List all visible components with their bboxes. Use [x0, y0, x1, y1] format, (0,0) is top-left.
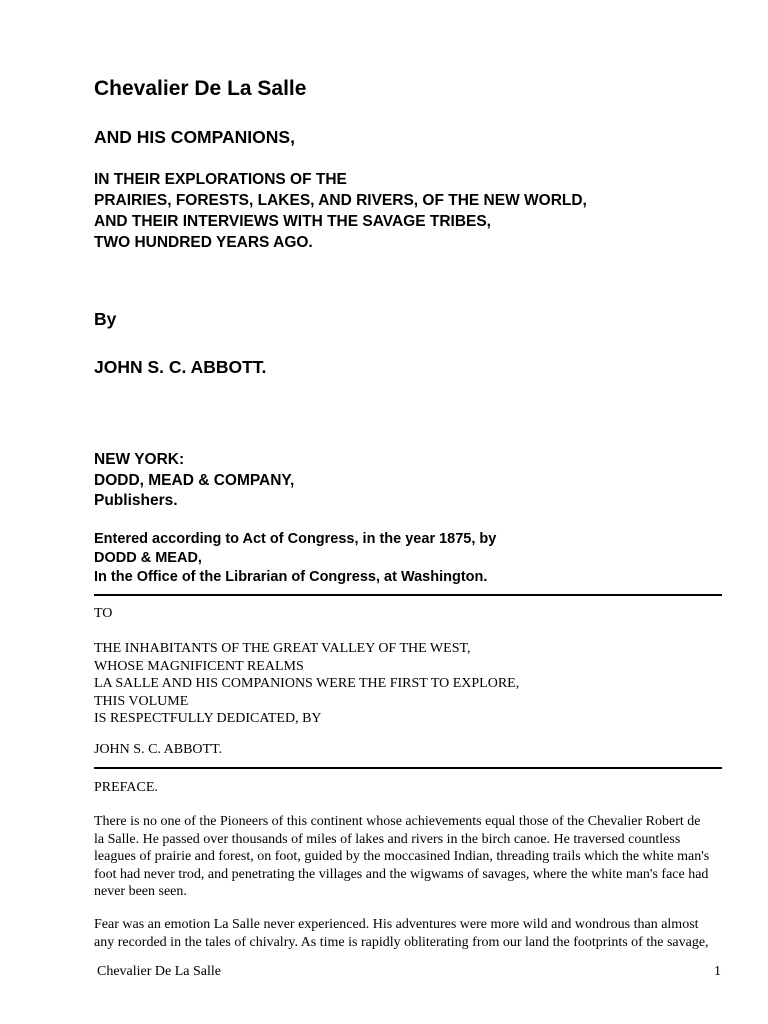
author-name: JOHN S. C. ABBOTT.	[94, 357, 267, 377]
subtitle-description	[94, 169, 587, 253]
paragraph-line: la Salle. He passed over thousands of miles of lakes and rivers in the birch canoe. He traversed countless	[94, 831, 681, 847]
paragraph-line: leagues of prairie and forest, on foot, guided by the moccasined Indian, threading trails which the white man's	[94, 849, 710, 864]
publisher-line: NEW YORK:	[94, 451, 185, 468]
description-line: IN THEIR EXPLORATIONS OF THE	[94, 171, 347, 188]
paragraph-line: any recorded in the tales of chivalry. As time is rapidly obliterating from our land the footprints of the savage,	[94, 934, 709, 950]
copyright-line: Entered according to Act of Congress, in the year 1875, by	[94, 531, 497, 547]
paragraph-line: Fear was an emotion La Salle never experienced. His adventures were more wild and wondrous than almost	[94, 917, 699, 932]
publisher-line: DODD, MEAD & COMPANY,	[94, 471, 295, 489]
preface-heading: PREFACE.	[94, 780, 158, 795]
copyright-line: DODD & MEAD,	[94, 550, 202, 566]
dedication-line: WHOSE MAGNIFICENT REALMS	[94, 658, 304, 674]
dedication-line: THIS VOLUME	[94, 693, 189, 709]
book-subtitle: AND HIS COMPANIONS,	[94, 127, 295, 147]
paragraph-line: There is no one of the Pioneers of this continent whose achievements equal those of the Chevalier Robert de	[94, 814, 701, 829]
dedication-line: IS RESPECTFULLY DEDICATED, BY	[94, 711, 322, 726]
dedication-to: TO	[94, 606, 113, 621]
publisher-line: Publishers.	[94, 492, 178, 509]
description-line: TWO HUNDRED YEARS AGO.	[94, 234, 313, 251]
description-line: AND THEIR INTERVIEWS WITH THE SAVAGE TRIBES,	[94, 213, 491, 230]
section-divider	[94, 594, 722, 596]
dedication-line: LA SALLE AND HIS COMPANIONS WERE THE FIRST TO EXPLORE,	[94, 676, 520, 691]
preface-paragraph	[94, 916, 722, 951]
dedicator-name: JOHN S. C. ABBOTT.	[94, 742, 223, 757]
paragraph-line: foot had never trod, and penetrating the villages and the wigwams of savages, where the white man's face had	[94, 866, 709, 882]
footer-running-title: Chevalier De La Salle	[97, 964, 222, 979]
dedication-text	[94, 640, 519, 728]
dedication-line: THE INHABITANTS OF THE GREAT VALLEY OF THE WEST,	[94, 641, 471, 656]
copyright-notice	[94, 530, 496, 587]
section-divider	[94, 767, 722, 769]
description-line: PRAIRIES, FORESTS, LAKES, AND RIVERS, OF THE NEW WORLD,	[94, 192, 587, 209]
publisher-block	[94, 450, 294, 512]
paragraph-line: never been seen.	[94, 884, 187, 899]
by-label: By	[94, 309, 117, 329]
preface-paragraph	[94, 813, 722, 901]
copyright-line: In the Office of the Librarian of Congress, at Washington.	[94, 569, 488, 585]
book-title: Chevalier De La Salle	[94, 77, 307, 100]
footer-page-number: 1	[714, 964, 721, 979]
